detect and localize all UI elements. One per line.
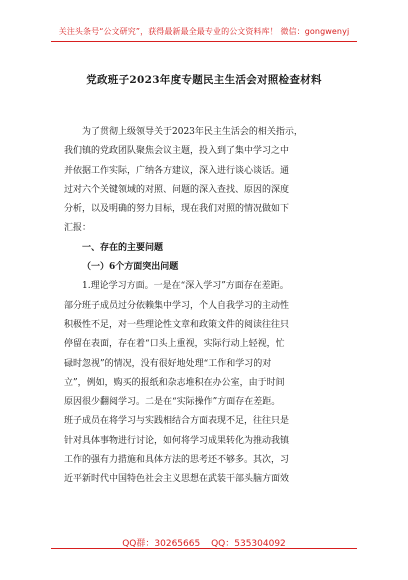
paragraph-line: 停留在表面，存在着“口头上重视，实际行动上轻视，忙: [64, 339, 285, 350]
paragraph-line: 立”，例如，购买的报纸和杂志堆积在办公室，由于时间: [64, 377, 285, 388]
paragraph-line: 部分班子成员过分依赖集中学习，个人自我学习的主动性: [64, 300, 290, 311]
paragraph-line: 为了贯彻上级领导关于2023年民主生活会的相关指示，: [82, 127, 303, 137]
paragraph-line: 针对具体事物进行讨论，如何将学习成果转化为推动我镇: [64, 435, 290, 446]
paragraph-line: 原因很少翻阅学习。二是在“实际操作”方面存在差距。: [64, 397, 281, 408]
subsection-heading: （一）6个方面突出问题: [82, 262, 179, 273]
item-paragraph: [64, 277, 349, 489]
header-banner: 关注头条号“公文研究”，获得最新最全最专业的公文资料库！ 微信：gongwenyj: [58, 27, 350, 36]
paragraph-line: 班子成员在将学习与实践相结合方面表现不足，往往只是: [64, 416, 290, 427]
footer-divider: [51, 548, 357, 549]
header-divider: [51, 41, 357, 42]
paragraph-line: 分析，以及明确的努力目标，现在我们对照的情况做如下: [64, 204, 290, 215]
paragraph-line: 过对六个关键领域的对照、问题的深入查找、原因的深度: [64, 184, 290, 195]
paragraph-line: 近平新时代中国特色社会主义思想在武装干部头脑方面效: [64, 474, 290, 485]
document-title: 党政班子2023年度专题民主生活会对照检查材料: [86, 74, 322, 86]
paragraph-line: 我们镇的党政团队聚焦会议主题，投入到了集中学习之中: [64, 146, 290, 157]
paragraph-line: 碌时忽视”的情况，没有很好地处理“工作和学习的对: [64, 358, 272, 369]
paragraph-line: 汇报：: [64, 223, 92, 234]
paragraph-line: 并依据工作实际，广纳各方建议，深入进行谈心谈话。通: [64, 165, 290, 176]
paragraph-line: 1.理论学习方面。一是在“深入学习”方面存在差距。: [82, 281, 289, 292]
paragraph-line: 积极性不足，对一些理论性文章和政策文件的阅读往往只: [64, 319, 290, 330]
intro-paragraph: [64, 123, 349, 239]
footer-qq-number: QQ：535304092: [211, 539, 286, 549]
footer-qq-group: QQ群：30265665: [122, 539, 201, 549]
section-heading: 一、存在的主要问题: [82, 242, 164, 253]
document-body: [64, 123, 349, 490]
paragraph-line: 工作的强有力措施和具体方法的思考还不够多。其次，习: [64, 455, 290, 466]
